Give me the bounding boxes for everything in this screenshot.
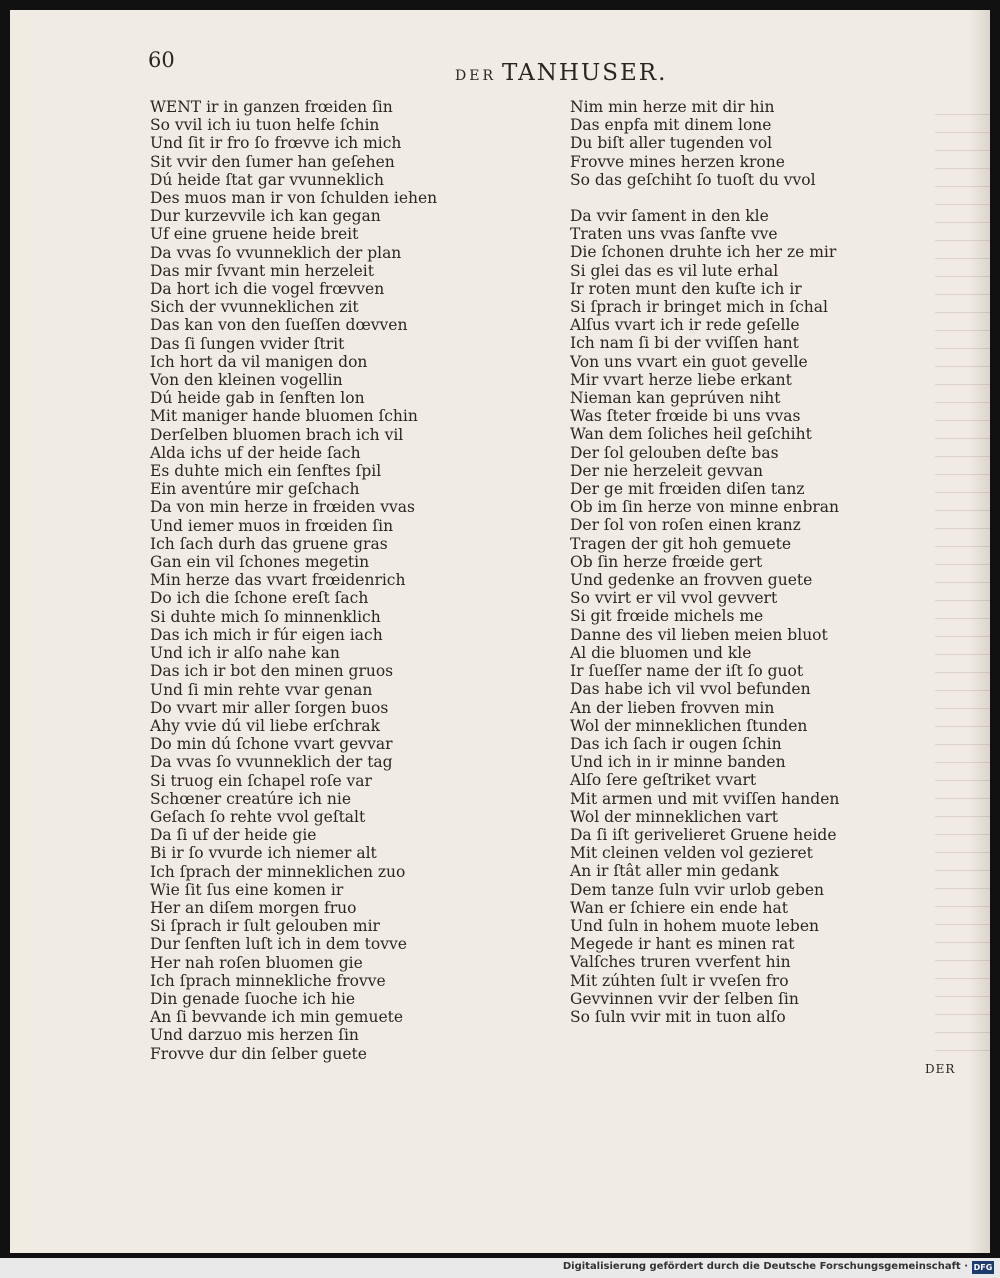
stanza-2 — [570, 207, 970, 1026]
verse-line: Das ich ſach ir ougen ſchin — [570, 734, 782, 753]
verse-line: An der lieben frovven min — [570, 698, 775, 717]
verse-line: Ich nam ſi bi der vviſſen hant — [570, 334, 799, 353]
verse-line: Gan ein vil ſchones megetin — [150, 553, 370, 572]
left-text-column — [150, 98, 570, 1063]
verse-line: Sich der vvunneklichen zit — [150, 298, 359, 317]
verse-line: Mit armen und mit vviſſen handen — [570, 789, 840, 808]
verse-line: Alſus vvart ich ir rede geſelle — [570, 316, 800, 335]
verse-line: Schœner creatúre ich nie — [150, 789, 351, 808]
verse-line: Das enpfa mit dinem lone — [570, 116, 772, 135]
verse-line: Der nie herzeleit gevvan — [570, 461, 763, 480]
verse-line: Wol der minneklichen ſtunden — [570, 716, 808, 735]
verse-line: Das habe ich vil vvol befunden — [570, 680, 811, 699]
verse-line: An ſi bevvande ich min gemuete — [150, 1008, 404, 1027]
verse-line: Der ſol von roſen einen kranz — [570, 516, 801, 535]
verse-line: Wan er ſchiere ein ende hat — [570, 898, 788, 917]
verse-line: Her an diſem morgen fruo — [150, 898, 357, 917]
verse-line: Frovve mines herzen krone — [570, 152, 785, 171]
verse-line: Da vvas ſo vvunneklich der tag — [150, 753, 393, 772]
book-page — [10, 10, 990, 1253]
verse-line: Her nah roſen bluomen gie — [150, 953, 363, 972]
verse-line: Si git frœide michels me — [570, 607, 764, 626]
verse-line: Der ſol gelouben deſte bas — [570, 443, 779, 462]
verse-line: Si ſprach ir ſult gelouben mir — [150, 917, 380, 936]
dfg-logo: DFG — [973, 1263, 993, 1272]
verse-line: Mit cleinen velden vol gezieret — [570, 844, 813, 863]
running-head — [455, 60, 667, 86]
catchword: DER — [925, 1062, 956, 1076]
verse-line: Und ich ir alſo nahe kan — [150, 644, 340, 663]
verse-line: Mit zúhten ſult ir vveſen fro — [570, 971, 789, 990]
verse-line: Si truog ein ſchapel roſe var — [150, 771, 372, 790]
verse-line: Alda ichs uf der heide ſach — [150, 443, 361, 462]
verse-line: Nim min herze mit dir hin — [570, 98, 775, 116]
verse-line: Von uns vvart ein guot gevelle — [570, 352, 808, 371]
verse-line: Wol der minneklichen vart — [570, 807, 779, 826]
verse-line: Dú heide ſtat gar vvunneklich — [150, 170, 384, 189]
verse-line: An ir ſtât aller min gedank — [570, 862, 779, 881]
verse-line: Der ge mit frœiden diſen tanz — [570, 480, 805, 499]
funding-notice: Digitalisierung gefördert durch die Deutsche Forschungsgemeinschaft · — [562, 1261, 968, 1272]
verse-line: Ich ſach durh das gruene gras — [150, 534, 388, 553]
verse-line: Ir roten munt den kuſte ich ir — [570, 279, 802, 298]
verse-line: Tragen der git hoh gemuete — [570, 534, 792, 553]
verse-line: Das ich ir bot den minen gruos — [150, 662, 394, 681]
verse-line: Ahy vvie dú vil liebe erſchrak — [150, 716, 380, 735]
verse-line: Da von min herze in frœiden vvas — [150, 498, 415, 517]
verse-line: Si ſprach ir bringet mich in ſchal — [570, 298, 828, 317]
stanza-1 — [570, 98, 970, 189]
verse-line: Da ſi iſt gerivelieret Gruene heide — [570, 825, 837, 844]
verse-line: Do vvart mir aller ſorgen buos — [150, 698, 389, 717]
verse-line: Dem tanze ſuln vvir urlob geben — [570, 880, 825, 899]
verse-line: Das kan von den ſueſſen dœvven — [150, 316, 408, 335]
running-head-der: DER — [455, 68, 496, 84]
verse-line: Megede ir hant es minen rat — [570, 935, 795, 954]
verse-line: Si duhte mich ſo minnenklich — [150, 607, 381, 626]
verse-line: Was ſteter frœide bi uns vvas — [570, 407, 801, 426]
verse-line: Ich hort da vil manigen don — [150, 352, 368, 371]
verse-line: Und ich in ir minne banden — [570, 753, 786, 772]
verse-line: Von den kleinen vogellin — [150, 371, 343, 390]
verse-line: Wie ſit ſus eine komen ir — [150, 880, 344, 899]
page-number: 60 — [148, 48, 175, 72]
verse-line: Ir ſueſſer name der iſt ſo guot — [570, 662, 804, 681]
verse-line: Und ſuln in hohem muote leben — [570, 916, 819, 935]
verse-line: Des muos man ir von ſchulden iehen — [150, 189, 438, 208]
verse-line: Und ſi min rehte vvar genan — [150, 680, 373, 699]
verse-line: Din genade ſuoche ich hie — [150, 989, 356, 1008]
verse-line: Das ich mich ir fúr eigen iach — [150, 625, 383, 644]
verse-line: Ein aventúre mir geſchach — [150, 480, 360, 499]
verse-line: Da ſi uf der heide gie — [150, 826, 317, 845]
running-head-title: TANHUSER. — [502, 60, 668, 86]
verse-line: Das ſi ſungen vvider ſtrit — [150, 334, 345, 353]
verse-line: So ſuln vvir mit in tuon alſo — [570, 1007, 786, 1026]
verse-line: Al die bluomen und kle — [570, 643, 752, 662]
verse-line: Wan dem ſoliches heil geſchiht — [570, 425, 812, 444]
verse-line: Valſches truren vverfent hin — [570, 953, 791, 972]
footer-bar — [0, 1258, 1000, 1278]
verse-line: Ob im ſin herze von minne enbran — [570, 498, 840, 517]
verse-line: Uf eine gruene heide breit — [150, 225, 359, 244]
verse-line: Dur kurzevvile ich kan gegan — [150, 207, 381, 226]
verse-line: Mir vvart herze liebe erkant — [570, 370, 792, 389]
verse-line: Es duhte mich ein ſenftes ſpil — [150, 462, 382, 481]
verse-line: Do ich die ſchone ereſt ſach — [150, 589, 369, 608]
verse-line: Danne des vil lieben meien bluot — [570, 625, 828, 644]
verse-line: Und iemer muos in frœiden ſin — [150, 516, 394, 535]
verse-line: Ob ſin herze frœide gert — [570, 552, 763, 571]
verse-line: Frovve dur din ſelber guete — [150, 1044, 367, 1063]
verse-line: Gevvinnen vvir der ſelben ſin — [570, 989, 799, 1008]
verse-line: Die ſchonen druhte ich her ze mir — [570, 243, 837, 262]
verse-line: So das geſchiht ſo tuoſt du vvol — [570, 170, 816, 189]
verse-line: Mit maniger hande bluomen ſchin — [150, 407, 418, 426]
verse-line: Alſo ſere geſtriket vvart — [570, 771, 757, 790]
verse-line: Dú heide gab in ſenften lon — [150, 389, 365, 408]
verse-line: Und darzuo mis herzen ſin — [150, 1026, 359, 1045]
verse-line: Sit vvir den ſumer han geſehen — [150, 152, 395, 171]
verse-line: Da vvas ſo vvunneklich der plan — [150, 243, 402, 262]
verse-line: Du biſt aller tugenden vol — [570, 134, 773, 153]
verse-line: Ich ſprach minnekliche frovve — [150, 971, 386, 990]
verse-line: Derſelben bluomen brach ich vil — [150, 425, 404, 444]
verse-line: Min herze das vvart frœidenrich — [150, 571, 406, 590]
verse-line: Nieman kan geprúven niht — [570, 389, 781, 408]
verse-line: Dur ſenften luſt ich in dem tovve — [150, 935, 407, 954]
verse-line: Da vvir ſament in den kle — [570, 207, 769, 226]
verse-line: Bi ir ſo vvurde ich niemer alt — [150, 844, 377, 863]
verse-line: Geſach ſo rehte vvol geſtalt — [150, 807, 366, 826]
verse-line: Und gedenke an frovven guete — [570, 571, 813, 590]
verse-line: Traten uns vvas ſanfte vve — [570, 225, 778, 244]
verse-line: Do min dú ſchone vvart gevvar — [150, 735, 393, 754]
verse-line: Da hort ich die vogel frœvven — [150, 280, 385, 299]
verse-line: WENT ir in ganzen frœiden ſin — [150, 98, 393, 116]
right-text-column — [570, 98, 970, 1026]
verse-line: Si glei das es vil lute erhal — [570, 261, 779, 280]
verse-line: So vvirt er vil vvol gevvert — [570, 589, 778, 608]
stanza-gap — [570, 189, 970, 207]
verse-line: Das mir ſvvant min herzeleit — [150, 261, 374, 280]
verse-line: So vvil ich iu tuon helfe ſchin — [150, 116, 380, 135]
verse-line: Und ſit ir fro ſo frœvve ich mich — [150, 134, 402, 153]
verse-line: Ich ſprach der minneklichen zuo — [150, 862, 406, 881]
